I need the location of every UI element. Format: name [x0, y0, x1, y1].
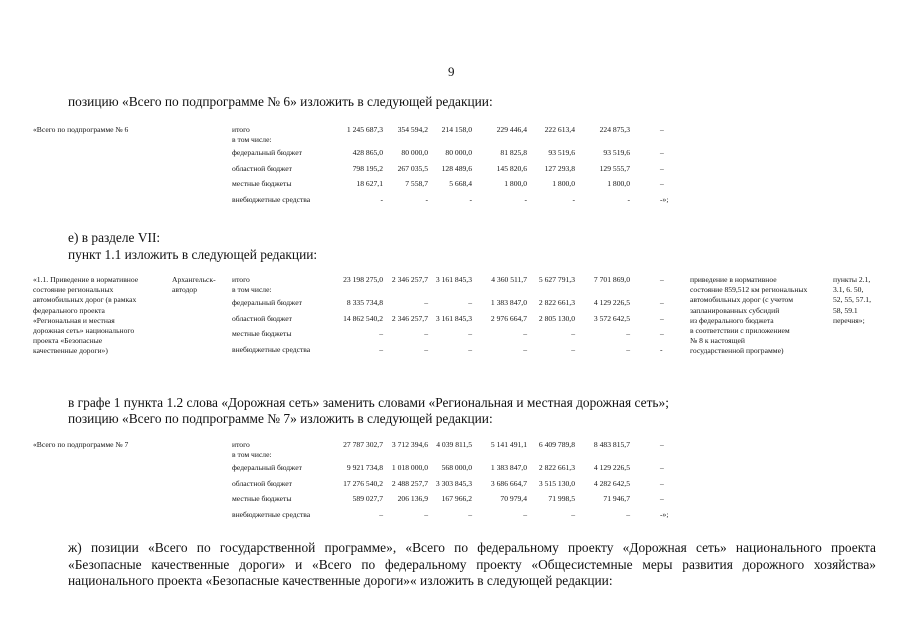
table-cell: 4 360 511,7	[491, 275, 527, 284]
paragraph-item-1-1: пункт 1.1 изложить в следующей редакции:	[68, 247, 318, 262]
paragraph-section-7: е) в разделе VII:	[68, 230, 161, 245]
table-row-tail: –	[660, 329, 664, 338]
table-cell: 3 161 845,3	[435, 275, 472, 284]
table-result-line: автомобильных дорог (с учетом	[690, 295, 794, 305]
table-cell: 214 158,0	[441, 125, 472, 134]
table-result-line: приведение в нормативное	[690, 275, 777, 284]
table-row-name: итого	[232, 275, 250, 284]
table-row-name: местные бюджеты	[232, 329, 292, 338]
table-cell: 4 129 226,5	[593, 298, 630, 307]
table-cell: –	[523, 344, 527, 354]
table-cell: 27 787 302,7	[343, 440, 383, 449]
table-cell: 5 668,4	[449, 179, 472, 188]
table-cell: –	[468, 329, 472, 338]
table-cell: 267 035,5	[397, 163, 428, 173]
table-reference-line: 52, 55, 57.1,	[833, 295, 871, 305]
table-cell: 3 161 845,3	[435, 313, 472, 323]
table-result-line: из федерального бюджета	[690, 315, 774, 325]
table-cell: 2 822 661,3	[538, 463, 575, 472]
table-row-name: внебюджетные средства	[232, 344, 311, 354]
table-cell: 18 627,1	[356, 179, 383, 188]
table-row-name: в том числе:	[232, 284, 272, 294]
table-cell: –	[468, 509, 472, 519]
page-number: 9	[448, 64, 455, 79]
table-cell: 80 000,0	[401, 148, 428, 157]
table-cell: 206 136,9	[397, 494, 428, 503]
table-result-line: государственной программе)	[690, 346, 784, 356]
table-row-name: местные бюджеты	[232, 494, 292, 503]
table-row-tail: –	[660, 440, 664, 449]
paragraph-position-6: позицию «Всего по подпрограмме № 6» изложить в следующей редакции:	[68, 94, 493, 109]
table-row-tail: -	[660, 344, 663, 354]
paragraph-replace-words: в графе 1 пункта 1.2 слова «Дорожная сеть» заменить словами «Региональная и местная дорожная сеть»;	[68, 395, 669, 410]
table-cell: 3 515 130,0	[538, 478, 575, 488]
table-row-name: внебюджетные средства	[232, 509, 311, 519]
table-row-label-line: состояние региональных	[33, 285, 114, 295]
table-cell: –	[468, 298, 472, 307]
table-row-tail: -»;	[660, 194, 669, 204]
table-cell: 1 800,0	[552, 179, 575, 188]
table-cell: –	[571, 344, 575, 354]
table-executor-line: Архангельск-	[172, 275, 216, 284]
table-cell: –	[626, 509, 630, 519]
table-cell: –	[523, 509, 527, 519]
table-cell: 1 245 687,3	[346, 125, 383, 134]
table-cell: 2 488 257,7	[391, 478, 428, 488]
table-cell: –	[571, 329, 575, 338]
table-cell: 3 712 394,6	[391, 440, 428, 449]
table-row-name: итого	[232, 440, 250, 449]
table-row-label-line: проекта «Безопасные	[33, 336, 103, 346]
table-reference-line: перечня»;	[833, 315, 865, 325]
table-cell: –	[379, 344, 383, 354]
table-row-tail: –	[660, 478, 664, 488]
table-row-label-line: «1.1. Приведение в нормативное	[33, 275, 139, 284]
table-cell: 23 198 275,0	[343, 275, 383, 284]
table-cell: 2 822 661,3	[538, 298, 575, 307]
table-cell: 1 800,0	[607, 179, 630, 188]
table-cell: -	[524, 194, 527, 204]
table-cell: –	[626, 329, 630, 338]
table-cell: 71 946,7	[603, 494, 630, 503]
table-row-name: областной бюджет	[232, 478, 292, 488]
table-row-name: в том числе:	[232, 449, 272, 459]
table-cell: 224 875,3	[599, 125, 630, 134]
table-cell: 568 000,0	[441, 463, 472, 472]
table-cell: 229 446,4	[496, 125, 527, 134]
table-cell: 1 800,0	[504, 179, 527, 188]
table-cell: –	[379, 329, 383, 338]
table-cell: 81 825,8	[500, 148, 527, 157]
table-cell: -	[425, 194, 428, 204]
table-cell: -	[380, 194, 383, 204]
table-cell: 2 805 130,0	[538, 313, 575, 323]
table-cell: –	[468, 344, 472, 354]
table-row-name: местные бюджеты	[232, 179, 292, 188]
table-cell: 4 039 811,5	[436, 440, 472, 449]
table-row-tail: –	[660, 275, 664, 284]
table-cell: 222 613,4	[544, 125, 575, 134]
table-cell: 7 701 869,0	[593, 275, 630, 284]
table-result-line: № 8 к настоящей	[690, 336, 745, 346]
table-row-name: федеральный бюджет	[232, 298, 302, 307]
table-cell: 70 979,4	[500, 494, 527, 503]
table-row-label-line: «Региональная и местная	[33, 315, 115, 325]
table-cell: 2 346 257,7	[391, 313, 428, 323]
table-cell: 2 346 257,7	[391, 275, 428, 284]
table-row-tail: –	[660, 148, 664, 157]
table-cell: -	[469, 194, 472, 204]
table-row-tail: -»;	[660, 509, 669, 519]
table-cell: 4 129 226,5	[593, 463, 630, 472]
table-cell: 8 483 815,7	[593, 440, 630, 449]
table-reference-line: пункты 2.1,	[833, 275, 871, 284]
table-result-line: запланированных субсидий	[690, 305, 780, 315]
table-cell: 129 555,7	[599, 163, 630, 173]
table-cell: 2 976 664,7	[490, 313, 527, 323]
table-executor-line: автодор	[172, 285, 198, 295]
table-cell: 9 921 734,8	[346, 463, 383, 472]
table-row-label-line: федерального проекта	[33, 305, 105, 315]
table-result-line: в соответствии с приложением	[690, 326, 790, 335]
table-cell: 428 865,0	[352, 148, 383, 157]
table-cell: 1 383 847,0	[490, 298, 527, 307]
table-cell: 1 018 000,0	[391, 463, 428, 472]
table-row-tail: –	[660, 494, 664, 503]
table-cell: 7 558,7	[405, 179, 428, 188]
table-row-tail: –	[660, 463, 664, 472]
table-row-label-line: качественные дороги»)	[33, 346, 108, 356]
table-row-tail: –	[660, 125, 664, 134]
table-cell: 93 519,6	[603, 148, 630, 157]
table-cell: 354 594,2	[397, 125, 428, 134]
table-cell: –	[424, 344, 428, 354]
table-cell: 798 195,2	[352, 163, 383, 173]
table-row-name: федеральный бюджет	[232, 463, 302, 472]
table-cell: –	[523, 329, 527, 338]
table-cell: –	[379, 509, 383, 519]
table-cell: 3 303 845,3	[435, 478, 472, 488]
table-row-tail: –	[660, 313, 664, 323]
table-reference-line: 3.1, 6. 50,	[833, 285, 864, 295]
table-cell: 127 293,8	[544, 163, 575, 173]
table-cell: 145 820,6	[496, 163, 527, 173]
table-cell: 5 141 491,1	[490, 440, 527, 449]
table-cell: 8 335 734,8	[346, 298, 383, 307]
table-result-line: состояние 859,512 км региональных	[690, 285, 808, 295]
table-cell: 3 686 664,7	[490, 478, 527, 488]
table-cell: 71 998,5	[548, 494, 575, 503]
table-row-tail: –	[660, 298, 664, 307]
table-row-name: в том числе:	[232, 134, 272, 144]
table-reference-line: 58, 59.1	[833, 305, 858, 315]
table-cell: 5 627 791,3	[538, 275, 575, 284]
table-cell: -	[572, 194, 575, 204]
table-row-tail: –	[660, 179, 664, 188]
table-cell: 589 027,7	[352, 494, 383, 503]
table-row-name: областной бюджет	[232, 313, 292, 323]
table-cell: 4 282 642,5	[593, 478, 630, 488]
table-row-name: федеральный бюджет	[232, 148, 302, 157]
table-cell: 167 966,2	[441, 494, 472, 503]
table-row-name: областной бюджет	[232, 163, 292, 173]
table-cell: 17 276 540,2	[343, 478, 383, 488]
table-row-label: «Всего по подпрограмме № 7	[33, 440, 129, 449]
table-cell: 93 519,6	[548, 148, 575, 157]
table-cell: –	[626, 344, 630, 354]
table-row-tail: –	[660, 163, 664, 173]
table-row-label-line: дорожная сеть» национального	[33, 326, 135, 335]
table-cell: 80 000,0	[445, 148, 472, 157]
table-cell: 14 862 540,2	[343, 313, 383, 323]
table-cell: –	[424, 329, 428, 338]
table-row-label-line: автомобильных дорог (в рамках	[33, 295, 137, 305]
table-cell: 128 489,6	[441, 163, 472, 173]
table-row-label: «Всего по подпрограмме № 6	[33, 125, 129, 134]
table-cell: -	[627, 194, 630, 204]
table-cell: –	[571, 509, 575, 519]
table-row-name: внебюджетные средства	[232, 194, 311, 204]
table-cell: 6 409 789,8	[538, 440, 575, 449]
paragraph-positions-total: ж) позиции «Всего по государственной программе», «Всего по федеральному проекту «Дорожная сеть» национального проекта «Безопасные качественные дороги» и «Всего по федеральному проекту «Общесистемные меры развития дорожного хозяйства» национального проекта «Безопасные качественные дороги»« изложить в следующей редакции:	[68, 540, 876, 588]
paragraph-position-7: позицию «Всего по подпрограмме № 7» изложить в следующей редакции:	[68, 411, 493, 426]
table-cell: 3 572 642,5	[593, 313, 630, 323]
table-row-name: итого	[232, 125, 250, 134]
table-cell: 1 383 847,0	[490, 463, 527, 472]
table-cell: –	[424, 509, 428, 519]
table-cell: –	[424, 298, 428, 307]
